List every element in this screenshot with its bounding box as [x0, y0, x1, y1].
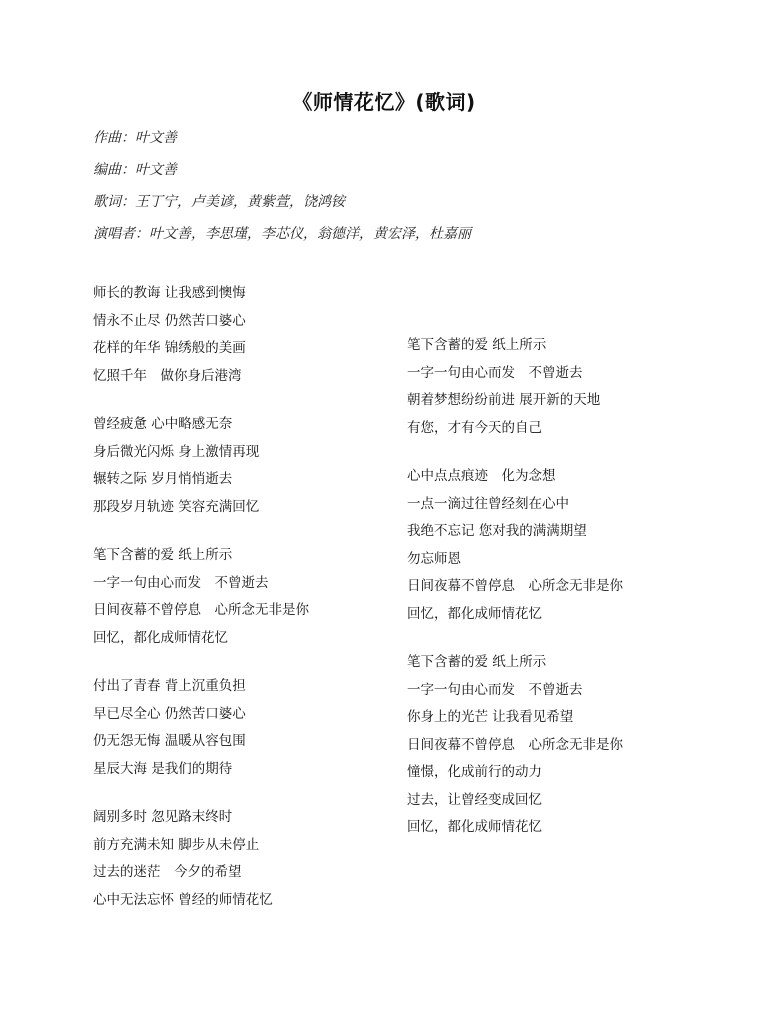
lyric-line: 辗转之际 岁月悄悄逝去 — [93, 471, 233, 487]
stanza — [407, 333, 707, 443]
lyric-line: 早已尽全心 仍然苦口婆心 — [93, 705, 246, 722]
lyric-line: 勿忘师恩 — [407, 550, 461, 567]
stanza — [93, 281, 393, 391]
lyric-line: 心中无法忘怀 曾经的师情花忆 — [93, 891, 273, 908]
lyric-line: 曾经疲惫 心中略感无奈 — [93, 416, 233, 432]
lyric-line: 朝着梦想纷纷前进 展开新的天地 — [407, 392, 601, 408]
lyric-line: 忆照千年 做你身后港湾 — [93, 367, 242, 384]
lyric-line: 那段岁月轨迹 笑容充满回忆 — [93, 498, 260, 515]
lyric-line: 阔别多时 忽见路末终时 — [93, 809, 233, 825]
lyrics-left-column — [93, 281, 393, 936]
lyrics-right-column — [407, 333, 707, 864]
lyric-line: 一点一滴过往曾经刻在心中 — [407, 495, 569, 512]
lyric-line: 星辰大海 是我们的期待 — [93, 760, 233, 777]
lyric-line: 日间夜幕不曾停息 心所念无非是你 — [407, 736, 623, 753]
stanza — [407, 650, 707, 843]
lyric-line: 一字一句由心而发 不曾逝去 — [407, 364, 583, 381]
lyric-line: 心中点点痕迹 化为念想 — [407, 468, 556, 484]
lyric-line: 仍无怨无悔 温暖从容包围 — [93, 733, 246, 749]
lyric-line: 我绝不忘记 您对我的满满期望 — [407, 523, 587, 539]
lyric-line: 前方充满未知 脚步从未停止 — [93, 836, 260, 853]
stanza — [93, 674, 393, 784]
lyric-line: 一字一句由心而发 不曾逝去 — [407, 681, 583, 698]
lyric-line: 笔下含蓄的爱 纸上所示 — [407, 337, 547, 353]
lyric-line: 憧憬，化成前行的动力 — [407, 764, 542, 780]
lyric-line: 日间夜幕不曾停息 心所念无非是你 — [407, 578, 623, 594]
lyric-line: 笔下含蓄的爱 纸上所示 — [407, 654, 547, 670]
lyric-line: 付出了青春 背上沉重负担 — [93, 678, 246, 694]
lyric-line: 师长的教诲 让我感到懊悔 — [93, 285, 246, 301]
credit-composer: 作曲：叶文善 — [93, 130, 177, 146]
lyric-line: 回忆，都化成师情花忆 — [407, 605, 542, 622]
stanza — [93, 543, 393, 653]
credit-arranger: 编曲：叶文善 — [93, 162, 177, 178]
lyric-line: 回忆，都化成师情花忆 — [93, 629, 228, 646]
stanza — [93, 412, 393, 522]
lyric-line: 你身上的光芒 让我看见希望 — [407, 709, 574, 725]
lyric-line: 回忆，都化成师情花忆 — [407, 819, 542, 835]
lyric-line: 过去，让曾经变成回忆 — [407, 791, 542, 808]
stanza — [93, 805, 393, 915]
page-title: 《师情花忆》(歌词) — [292, 90, 476, 114]
lyric-line: 笔下含蓄的爱 纸上所示 — [93, 547, 233, 563]
lyric-line: 情永不止尽 仍然苦口婆心 — [93, 312, 246, 329]
lyric-line: 有您，才有今天的自己 — [407, 419, 542, 436]
credit-singers: 演唱者：叶文善，李思瑾，李芯仪，翁德洋，黄宏泽，杜嘉丽 — [93, 226, 471, 242]
stanza — [407, 464, 707, 629]
lyric-line: 日间夜幕不曾停息 心所念无非是你 — [93, 602, 309, 618]
lyric-line: 过去的迷茫 今夕的希望 — [93, 864, 242, 880]
lyric-line: 身后微光闪烁 身上激情再现 — [93, 443, 260, 460]
lyric-line: 一字一句由心而发 不曾逝去 — [93, 574, 269, 591]
lyric-line: 花样的年华 锦绣般的美画 — [93, 340, 246, 356]
credits-block — [93, 126, 713, 254]
credit-lyricists: 歌词：王丁宁，卢美谚，黄紫萱，饶鸿铵 — [93, 194, 345, 210]
